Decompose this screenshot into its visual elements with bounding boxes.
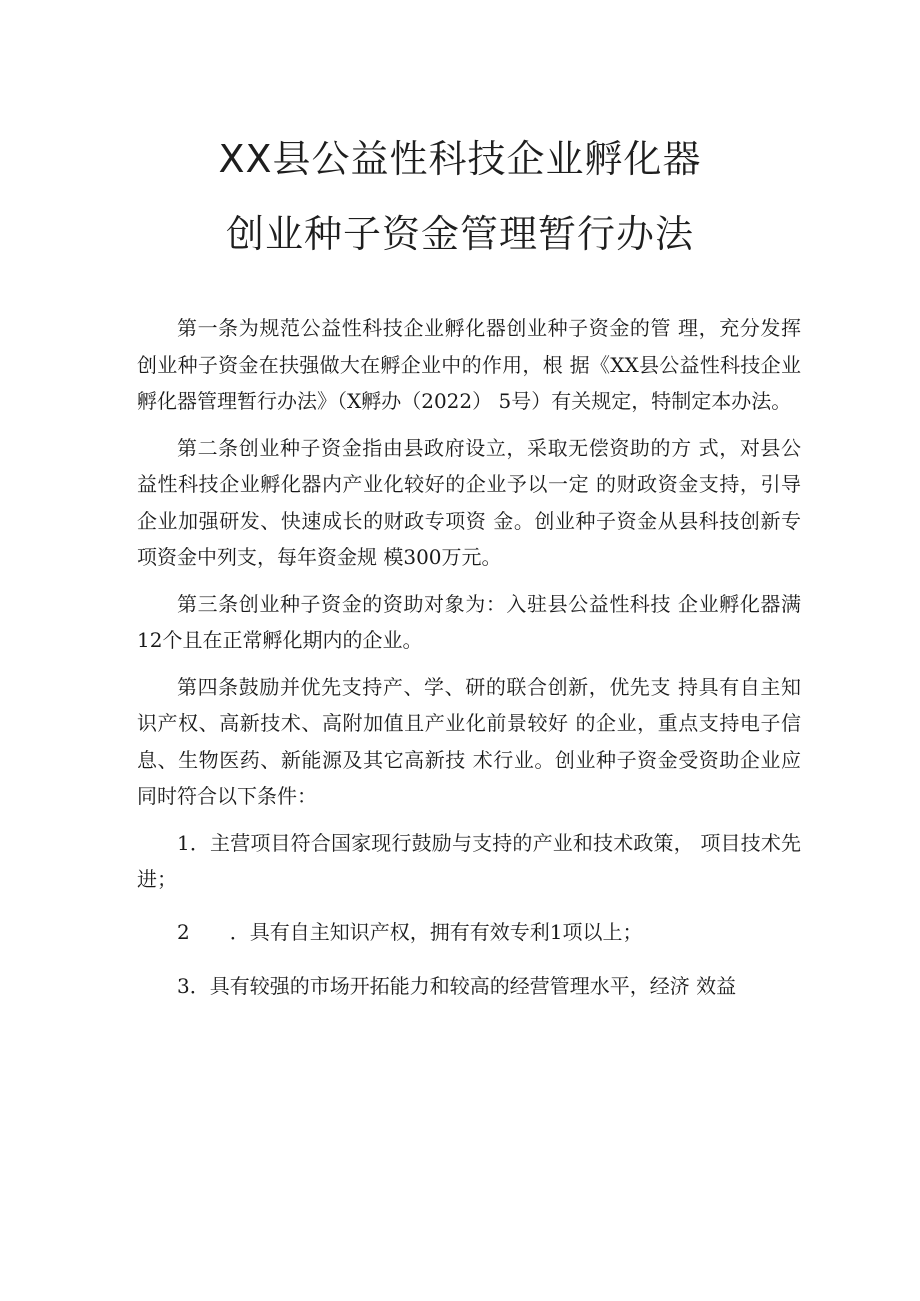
article-3: 第三条创业种子资金的资助对象为：入驻县公益性科技 企业孵化器满12个且在正常孵化期内的企业。 xyxy=(137,591,801,652)
document-body xyxy=(137,310,801,1015)
condition-2: 2 ．具有自主知识产权，拥有有效专利1项以上； xyxy=(177,919,643,944)
document-title-line-1: XX县公益性科技企业孵化器 xyxy=(218,137,702,181)
article-4: 第四条鼓励并优先支持产、学、研的联合创新，优先支 持具有自主知识产权、高新技术、高附加值且产业化前景较好 的企业，重点支持电子信息、生物医药、新能源及其它高新技 术行业。创业种子资金受资助企业应同时符合以下条件： xyxy=(137,674,801,808)
condition-1: 1．主营项目符合国家现行鼓励与支持的产业和技术政策， 项目技术先进； xyxy=(137,830,801,891)
document-title-line-2: 创业种子资金管理暂行办法 xyxy=(225,212,694,256)
condition-3: 3．具有较强的市场开拓能力和较高的经营管理水平，经济 效益 xyxy=(177,974,737,998)
article-1: 第一条为规范公益性科技企业孵化器创业种子资金的管 理，充分发挥创业种子资金在扶强做大在孵企业中的作用，根 据《XX县公益性科技企业孵化器管理暂行办法》（X孵办（2022） 5号）有关规定，特制定本办法。 xyxy=(137,316,801,413)
article-2: 第二条创业种子资金指由县政府设立，采取无偿资助的方 式，对县公益性科技企业孵化器内产业化较好的企业予以一定 的财政资金支持，引导企业加强研发、快速成长的财政专项资 金。创业种子资金从县科技创新专项资金中列支，每年资金规 模300万元。 xyxy=(137,435,801,569)
